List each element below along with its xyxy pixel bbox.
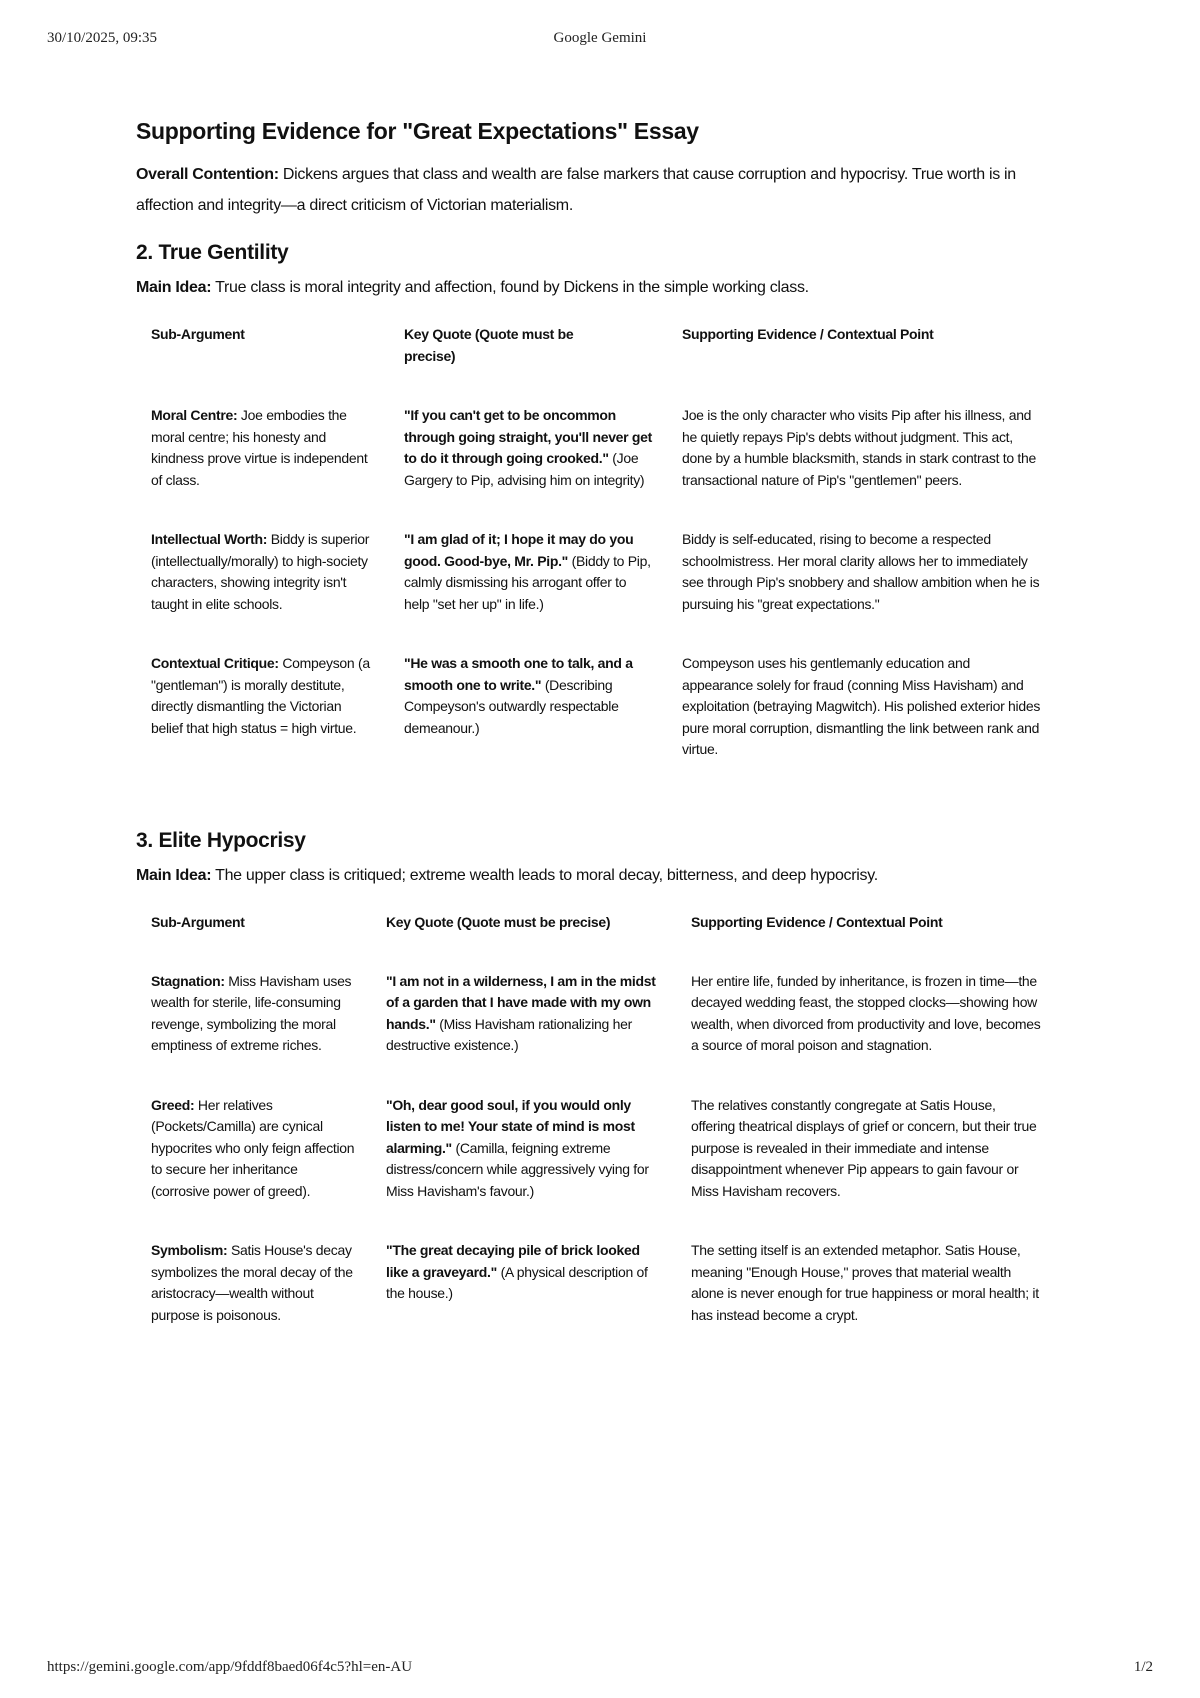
quote-note: (Describing Compeyson's outwardly respectable demeanour.) [404, 676, 619, 736]
main-idea-label: Main Idea: [136, 279, 212, 296]
evidence-table [136, 911, 1056, 1365]
evidence-cell: Joe is the only character who visits Pip after his illness, and he quietly repays Pip's debts without judgment. This act, done by a humble blacksmith, stands in stark contrast to the transactional nature of Pip's "gentlemen" peers. [682, 407, 1036, 488]
main-idea-text: The upper class is critiqued; extreme wealth leads to moral decay, bitterness, and deep hypocrisy. [211, 866, 878, 884]
section-heading: 3. Elite Hypocrisy [136, 828, 306, 852]
table-row [136, 971, 1056, 1095]
column-header-key-quote: Key Quote (Quote must be precise) [404, 326, 574, 364]
main-idea [136, 865, 1056, 887]
sub-argument-label: Greed: [151, 1096, 195, 1113]
evidence-table [136, 323, 1056, 799]
evidence-cell: Biddy is self-educated, rising to become a respected schoolmistress. Her moral clarity allows her to immediately see through Pip's snobbery and shallow ambition when he is pursuing his "great expectations." [682, 531, 1040, 612]
sub-argument-text: Miss Havisham uses wealth for sterile, life-consuming revenge, symbolizing the moral emptiness of extreme riches. [151, 972, 352, 1053]
sub-argument-cell [136, 529, 389, 653]
quote-text: "He was a smooth one to talk, and a smooth one to write." [404, 655, 633, 693]
sub-argument-cell [136, 653, 389, 799]
evidence-cell: Compeyson uses his gentlemanly education and appearance solely for fraud (conning Miss Havisham) and exploitation (betraying Magwitch). His polished exterior hides pure moral corruption, dismantling the link between rank and virtue. [682, 655, 1041, 757]
sub-argument-text: Joe embodies the moral centre; his honesty and kindness prove virtue is independent of class. [151, 407, 368, 488]
page-number: 1/2 [1133, 1659, 1153, 1675]
print-datetime: 30/10/2025, 09:35 [47, 30, 158, 46]
sub-argument-label: Intellectual Worth: [151, 531, 268, 547]
quote-note: (Joe Gargery to Pip, advising him on integrity) [404, 450, 645, 488]
quote-note: (A physical description of the house.) [386, 1263, 648, 1301]
key-quote-cell [389, 405, 667, 529]
print-url[interactable]: https://gemini.google.com/app/9fddf8baed06f4c5?hl=en-AU [47, 1659, 413, 1675]
main-idea-text: True class is moral integrity and affection, found by Dickens in the simple working class. [211, 279, 809, 296]
sub-argument-text: Satis House's decay symbolizes the moral decay of the aristocracy—wealth without purpose is poisonous. [151, 1242, 353, 1323]
sub-argument-label: Moral Centre: [151, 407, 238, 423]
key-quote-cell [389, 653, 667, 799]
table-row [136, 529, 1056, 653]
key-quote-cell [389, 529, 667, 653]
overall-contention [136, 159, 1056, 221]
main-idea [136, 277, 1056, 299]
column-header-evidence: Supporting Evidence / Contextual Point [691, 913, 943, 930]
print-footer [47, 1659, 1153, 1683]
section-heading: 2. True Gentility [136, 241, 289, 264]
print-header [47, 30, 1153, 54]
sub-argument-label: Symbolism: [151, 1242, 228, 1258]
column-header-key-quote: Key Quote (Quote must be precise) [386, 913, 611, 930]
column-header-evidence: Supporting Evidence / Contextual Point [682, 326, 934, 342]
key-quote-cell [371, 1095, 676, 1241]
table-header-row [136, 911, 1056, 971]
document-content [136, 118, 1056, 1364]
print-page-title: Google Gemini [553, 30, 647, 46]
section-true-gentility [136, 241, 1056, 799]
sub-argument-text: Compeyson (a "gentleman") is morally destitute, directly dismantling the Victorian belief that high status = high virtue. [151, 655, 370, 736]
key-quote-cell [371, 971, 676, 1095]
quote-text: "If you can't get to be oncommon through going straight, you'll never get to do it through going crooked." [404, 407, 652, 466]
table-header-row [136, 323, 1056, 405]
quote-text: "The great decaying pile of brick looked like a graveyard." [386, 1242, 640, 1280]
column-header-sub-argument: Sub-Argument [151, 913, 245, 930]
evidence-cell: The relatives constantly congregate at Satis House, offering theatrical displays of grief or concern, but their true purpose is revealed in their immediate and intense disappointment whenever Pip appears to gain favour or Miss Havisham recovers. [691, 1096, 1037, 1199]
table-row [136, 1095, 1056, 1241]
sub-argument-cell [136, 1240, 371, 1364]
document-title: Supporting Evidence for "Great Expectations" Essay [136, 118, 699, 144]
quote-text: "Oh, dear good soul, if you would only listen to me! Your state of mind is most alarming." [386, 1096, 635, 1156]
evidence-cell: Her entire life, funded by inheritance, is frozen in time—the decayed wedding feast, the stopped clocks—showing how wealth, when divorced from productivity and love, becomes a source of moral poison and stagnation. [691, 972, 1041, 1053]
quote-text: "I am not in a wilderness, I am in the midst of a garden that I have made with my own hands." [386, 972, 656, 1032]
sub-argument-cell [136, 971, 371, 1095]
table-row [136, 405, 1056, 529]
sub-argument-label: Contextual Critique: [151, 655, 279, 671]
sub-argument-label: Stagnation: [151, 972, 225, 989]
section-elite-hypocrisy [136, 829, 1056, 1365]
key-quote-cell [371, 1240, 676, 1364]
contention-text: Dickens argues that class and wealth are false markers that cause corruption and hypocrisy. True worth is in affection and integrity—a direct criticism of Victorian materialism. [136, 166, 1016, 214]
quote-note: (Biddy to Pip, calmly dismissing his arrogant offer to help "set her up" in life.) [404, 552, 651, 612]
evidence-cell: The setting itself is an extended metaphor. Satis House, meaning "Enough House," proves that material wealth alone is never enough for true happiness or moral health; it has instead become a crypt. [691, 1242, 1039, 1323]
quote-text: "I am glad of it; I hope it may do you good. Good-bye, Mr. Pip." [404, 531, 634, 569]
contention-label: Overall Contention: [136, 166, 279, 183]
main-idea-label: Main Idea: [136, 866, 212, 884]
sub-argument-text: Her relatives (Pockets/Camilla) are cynical hypocrites who only feign affection to secure her inheritance (corrosive power of greed). [151, 1096, 355, 1199]
quote-note: (Camilla, feigning extreme distress/concern while aggressively vying for Miss Havisham's favour.) [386, 1139, 649, 1199]
sub-argument-cell [136, 1095, 371, 1241]
quote-note: (Miss Havisham rationalizing her destructive existence.) [386, 1015, 632, 1053]
table-row [136, 653, 1056, 799]
sub-argument-cell [136, 405, 389, 529]
column-header-sub-argument: Sub-Argument [151, 326, 245, 342]
sub-argument-text: Biddy is superior (intellectually/morally) to high-society characters, showing integrity isn't taught in elite schools. [151, 531, 370, 612]
table-row [136, 1240, 1056, 1364]
